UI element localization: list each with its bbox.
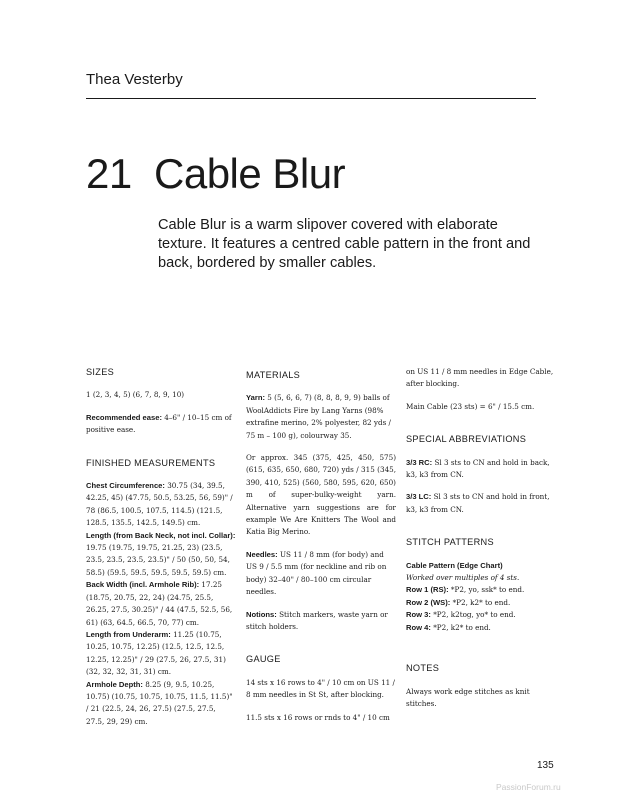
gauge-line-3: on US 11 / 8 mm needles in Edge Cable, after blocking. xyxy=(406,367,554,389)
stitch-pattern-subheading xyxy=(406,560,556,572)
abbreviation-rc xyxy=(406,457,556,482)
needles-info xyxy=(246,549,396,599)
measurement-text: 17.25 (18.75, 20.75, 22, 24) (24.75, 25.5, 26.25, 27.5, 30.25)" / 44 (47.5, 52.5, 56, 61) (63, 64.5, 66.5, 70, 77) cm. xyxy=(86,580,233,627)
measurement-item xyxy=(86,679,236,729)
abbreviation-text: Sl 3 sts to CN and hold in back, k3, k3 from CN. xyxy=(406,457,550,480)
ease-label: Recommended ease: xyxy=(86,412,162,422)
measurement-item xyxy=(86,480,236,530)
measurement-item xyxy=(86,530,236,580)
pattern-row xyxy=(406,597,556,609)
gauge-line-1: 14 sts x 16 rows to 4" / 10 cm on US 11 / 8 mm needles in St St, after blocking. xyxy=(246,677,395,700)
abbreviation-lc xyxy=(406,491,556,516)
measurement-text: 11.25 (10.75, 10.25, 10.75, 12.25) (12.5, 12.5, 12.5, 12.25, 12.25)" / 29 (27.5, 26, 27.5, 31) (32, 32, 32, 31, 31) cm. xyxy=(86,629,226,677)
page-number: 135 xyxy=(537,760,554,771)
pattern-row xyxy=(406,622,556,634)
measurement-label: Chest Circumference: xyxy=(86,481,165,491)
column-left xyxy=(86,366,236,728)
needles-label: Needles: xyxy=(246,549,278,559)
measurement-label: Back Width (incl. Armhole Rib): xyxy=(86,580,200,590)
notions-text: Stitch markers, waste yarn or stitch holders. xyxy=(246,609,388,631)
row-label: Row 4: xyxy=(406,622,431,632)
row-label: Row 1 (RS): xyxy=(406,585,449,595)
watermark: PassionForum.ru xyxy=(496,782,561,792)
stitch-pattern-subheading-text: Cable Pattern (Edge Chart) xyxy=(406,560,503,570)
pattern-row xyxy=(406,609,556,621)
measurement-text: 30.75 (34, 39.5, 42.25, 45) (47.75, 50.5, 53.25, 56, 59)" / 78 (86.5, 100.5, 107.5, 114.5) (121.5, 128.5, 135.5, 142.5, 149.5) cm. xyxy=(86,481,233,528)
notions-label: Notions: xyxy=(246,609,277,619)
header-rule xyxy=(86,98,536,99)
abbreviation-label: 3/3 LC: xyxy=(406,492,432,502)
yarn-alternatives: Or approx. 345 (375, 425, 450, 575) (615, 635, 650, 680, 720) yds / 315 (345, 390, 410, 525) (560, 580, 595, 620, 650) m of super-bulky-weight yarn. Alternative yarn suggestions are for example We Are Knitters The Wool and Katia Big Merino. xyxy=(246,453,396,537)
row-label: Row 3: xyxy=(406,610,431,620)
row-text: *P2, k2tog, yo* to end. xyxy=(430,610,516,620)
pattern-title xyxy=(86,150,345,198)
row-label: Row 2 (WS): xyxy=(406,597,451,607)
measurements-heading: FINISHED MEASUREMENTS xyxy=(86,457,216,468)
main-cable-gauge: Main Cable (23 sts) = 6" / 15.5 cm. xyxy=(406,401,535,411)
gauge-line-2: 11.5 sts x 16 rows or rnds to 4" / 10 cm xyxy=(246,712,390,722)
column-right xyxy=(406,366,556,720)
ease-text: 4–6" / 10–15 cm of positive ease. xyxy=(86,412,232,435)
yarn-text: 5 (5, 6, 6, 7) (8, 8, 8, 9, 9) balls of WoolAddicts Fire by Lang Yarns (98% extrafine merino, 2% polyester, 82 yds / 75 m – 100 g), colourway 35. xyxy=(246,393,391,440)
stitch-patterns-heading: STITCH PATTERNS xyxy=(406,537,494,548)
column-middle xyxy=(246,366,396,734)
yarn-info xyxy=(246,392,396,442)
row-text: *P2, k2* to end. xyxy=(450,597,511,607)
measurement-item xyxy=(86,629,236,679)
materials-heading: MATERIALS xyxy=(246,370,301,380)
abbreviation-text: Sl 3 sts to CN and hold in front, k3, k3 from CN. xyxy=(406,492,550,514)
sizes-list: 1 (2, 3, 4, 5) (6, 7, 8, 9, 10) xyxy=(86,390,185,400)
row-text: *P2, yo, ssk* to end. xyxy=(448,585,525,595)
pattern-name: Cable Blur xyxy=(154,150,346,197)
row-text: *P2, k2* to end. xyxy=(430,622,491,632)
measurement-label: Length from Underarm: xyxy=(86,629,171,639)
notes-text: Always work edge stitches as knit stitches. xyxy=(406,686,530,708)
gauge-heading: GAUGE xyxy=(246,654,281,665)
sizes-heading: SIZES xyxy=(86,367,115,377)
notes-heading: NOTES xyxy=(406,663,440,674)
stitch-pattern-note xyxy=(406,572,556,584)
author-name: Thea Vesterby xyxy=(86,71,183,88)
abbreviation-label: 3/3 RC: xyxy=(406,457,433,467)
yarn-label: Yarn: xyxy=(246,393,265,403)
pattern-number: 21 xyxy=(86,150,132,197)
notions-info xyxy=(246,609,396,634)
stitch-pattern-note-text: Worked over multiples of 4 sts. xyxy=(406,573,520,583)
measurement-label: Armhole Depth: xyxy=(86,679,143,689)
measurement-text: 19.75 (19.75, 19.75, 21.25, 23) (23.5, 23.5, 23.5, 23.5, 23.5)" / 50 (50, 50, 54, 58.5) (59.5, 59.5, 59.5, 59.5, 59.5) cm. xyxy=(86,543,230,577)
intro-paragraph: Cable Blur is a warm slipover covered with elaborate texture. It features a centred cable pattern in the front and back, bordered by smaller cables. xyxy=(158,217,531,271)
pattern-row xyxy=(406,584,556,596)
needles-text: US 11 / 8 mm (for body) and US 9 / 5.5 mm (for neckline and rib on body) 32–40" / 80–100 cm circular needles. xyxy=(246,549,387,597)
measurement-item xyxy=(86,579,236,629)
recommended-ease xyxy=(86,412,236,437)
measurement-text: 8.25 (9, 9.5, 10.25, 10.75) (10.75, 10.75, 10.75, 11.5, 11.5)" / 21 (22.5, 24, 26, 27.5) (27.5, 27.5, 27.5, 29, 29) cm. xyxy=(86,679,233,726)
abbreviations-heading: SPECIAL ABBREVIATIONS xyxy=(406,434,527,445)
measurement-label: Length (from Back Neck, not incl. Collar): xyxy=(86,530,236,540)
